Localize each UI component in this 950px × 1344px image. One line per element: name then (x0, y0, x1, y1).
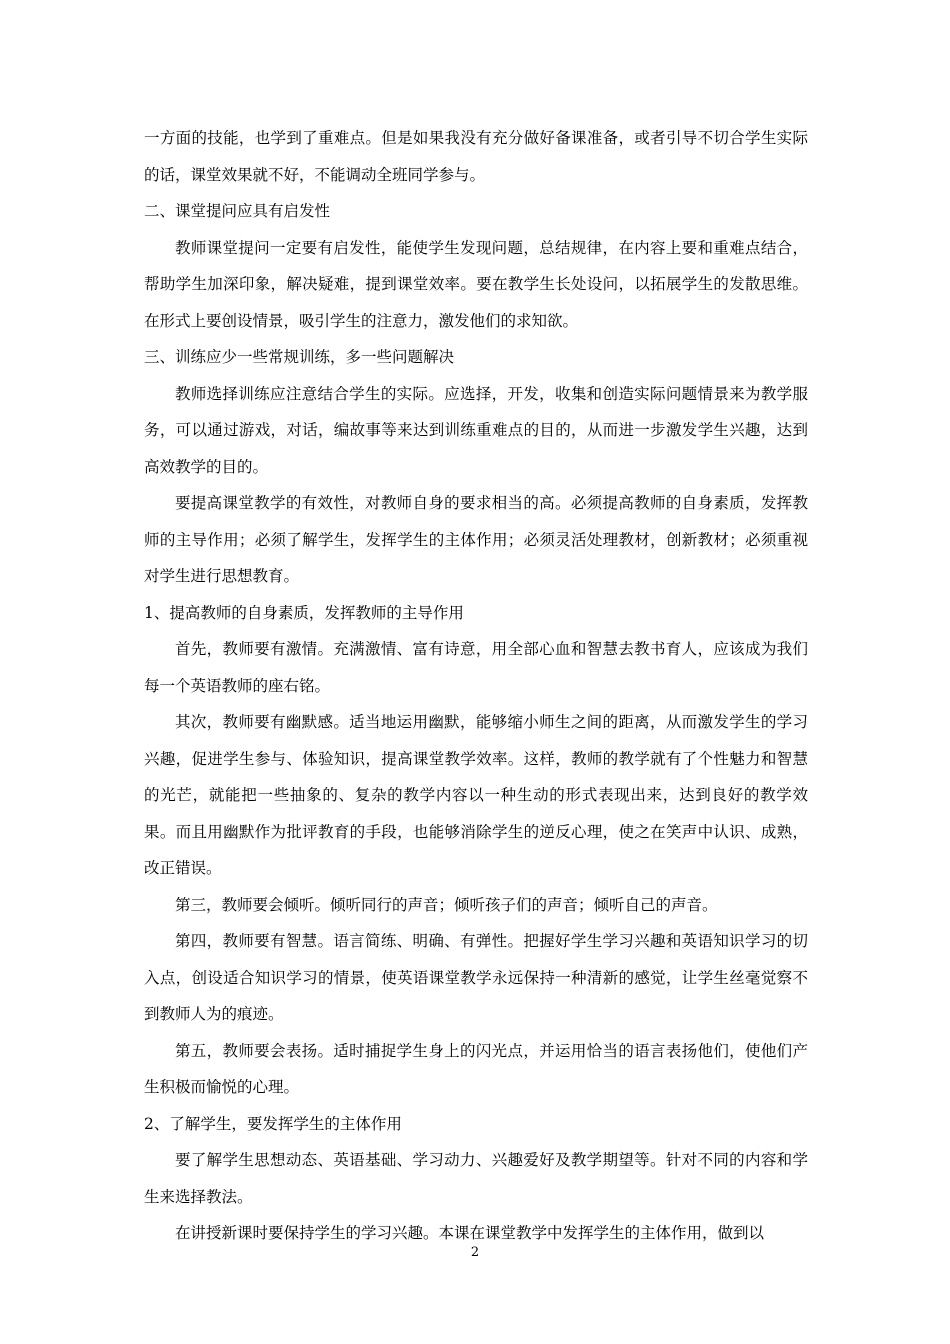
section-heading: 1、提高教师的自身素质，发挥教师的主导作用 (144, 603, 464, 622)
paragraph: 教师课堂提问一定要有启发性，能使学生发现问题，总结规律，在内容上要和重难点结合，帮助学生加深印象，解决疑难，提到课堂效率。要在教学生长处设问，以拓展学生的发散思维。在形式上要创设情景，吸引学生的注意力，激发他们的求知欲。 (144, 238, 808, 330)
paragraph: 要提高课堂教学的有效性，对教师自身的要求相当的高。必须提高教师的自身素质，发挥教师的主导作用；必须了解学生，发挥学生的主体作用；必须灵活处理教材，创新教材；必须重视对学生进行思想教育。 (144, 494, 808, 585)
paragraph: 首先，教师要有激情。充满激情、富有诗意，用全部心血和智慧去教书育人，应该成为我们每一个英语教师的座右铭。 (144, 640, 808, 695)
section-heading: 2、了解学生，要发挥学生的主体作用 (144, 1114, 402, 1133)
paragraph: 第三，教师要会倾听。倾听同行的声音；倾听孩子们的声音；倾听自己的声音。 (175, 895, 718, 914)
paragraph: 第五，教师要会表扬。适时捕捉学生身上的闪光点，并运用恰当的语言表扬他们，使他们产生积极而愉悦的心理。 (144, 1041, 808, 1096)
paragraph: 其次，教师要有幽默感。适当地运用幽默，能够缩小师生之间的距离，从而激发学生的学习兴趣，促进学生参与、体验知识，提高课堂教学效率。这样，教师的教学就有了个性魅力和智慧的光芒，就能把一些抽象的、复杂的教学内容以一种生动的形式表现出来，达到良好的教学效果。而且用幽默作为批评教育的手段，也能够消除学生的逆反心理，使之在笑声中认识、成熟，改正错误。 (144, 713, 808, 877)
page-number: 2 (470, 1245, 480, 1260)
paragraph: 第四，教师要有智慧。语言简练、明确、有弹性。把握好学生学习兴趣和英语知识学习的切入点，创设适合知识学习的情景，使英语课堂教学永远保持一种清新的感觉，让学生丝毫觉察不到教师人为的痕迹。 (144, 932, 808, 1023)
body-text (144, 120, 808, 1252)
paragraph: 要了解学生思想动态、英语基础、学习动力、兴趣爱好及教学期望等。针对不同的内容和学生来选择教法。 (144, 1151, 808, 1206)
paragraph: 一方面的技能，也学到了重难点。但是如果我没有充分做好备课准备，或者引导不切合学生实际的话，课堂效果就不好，不能调动全班同学参与。 (144, 129, 808, 184)
paragraph: 教师选择训练应注意结合学生的实际。应选择，开发，收集和创造实际问题情景来为教学服务，可以通过游戏，对话，编故事等来达到训练重难点的目的，从而进一步激发学生兴趣，达到高效教学的目的。 (144, 384, 808, 476)
paragraph: 在讲授新课时要保持学生的学习兴趣。本课在课堂教学中发挥学生的主体作用，做到以 (175, 1224, 765, 1242)
section-heading: 三、训练应少一些常规训练，多一些问题解决 (144, 348, 455, 366)
section-heading: 二、课堂提问应具有启发性 (144, 202, 331, 220)
